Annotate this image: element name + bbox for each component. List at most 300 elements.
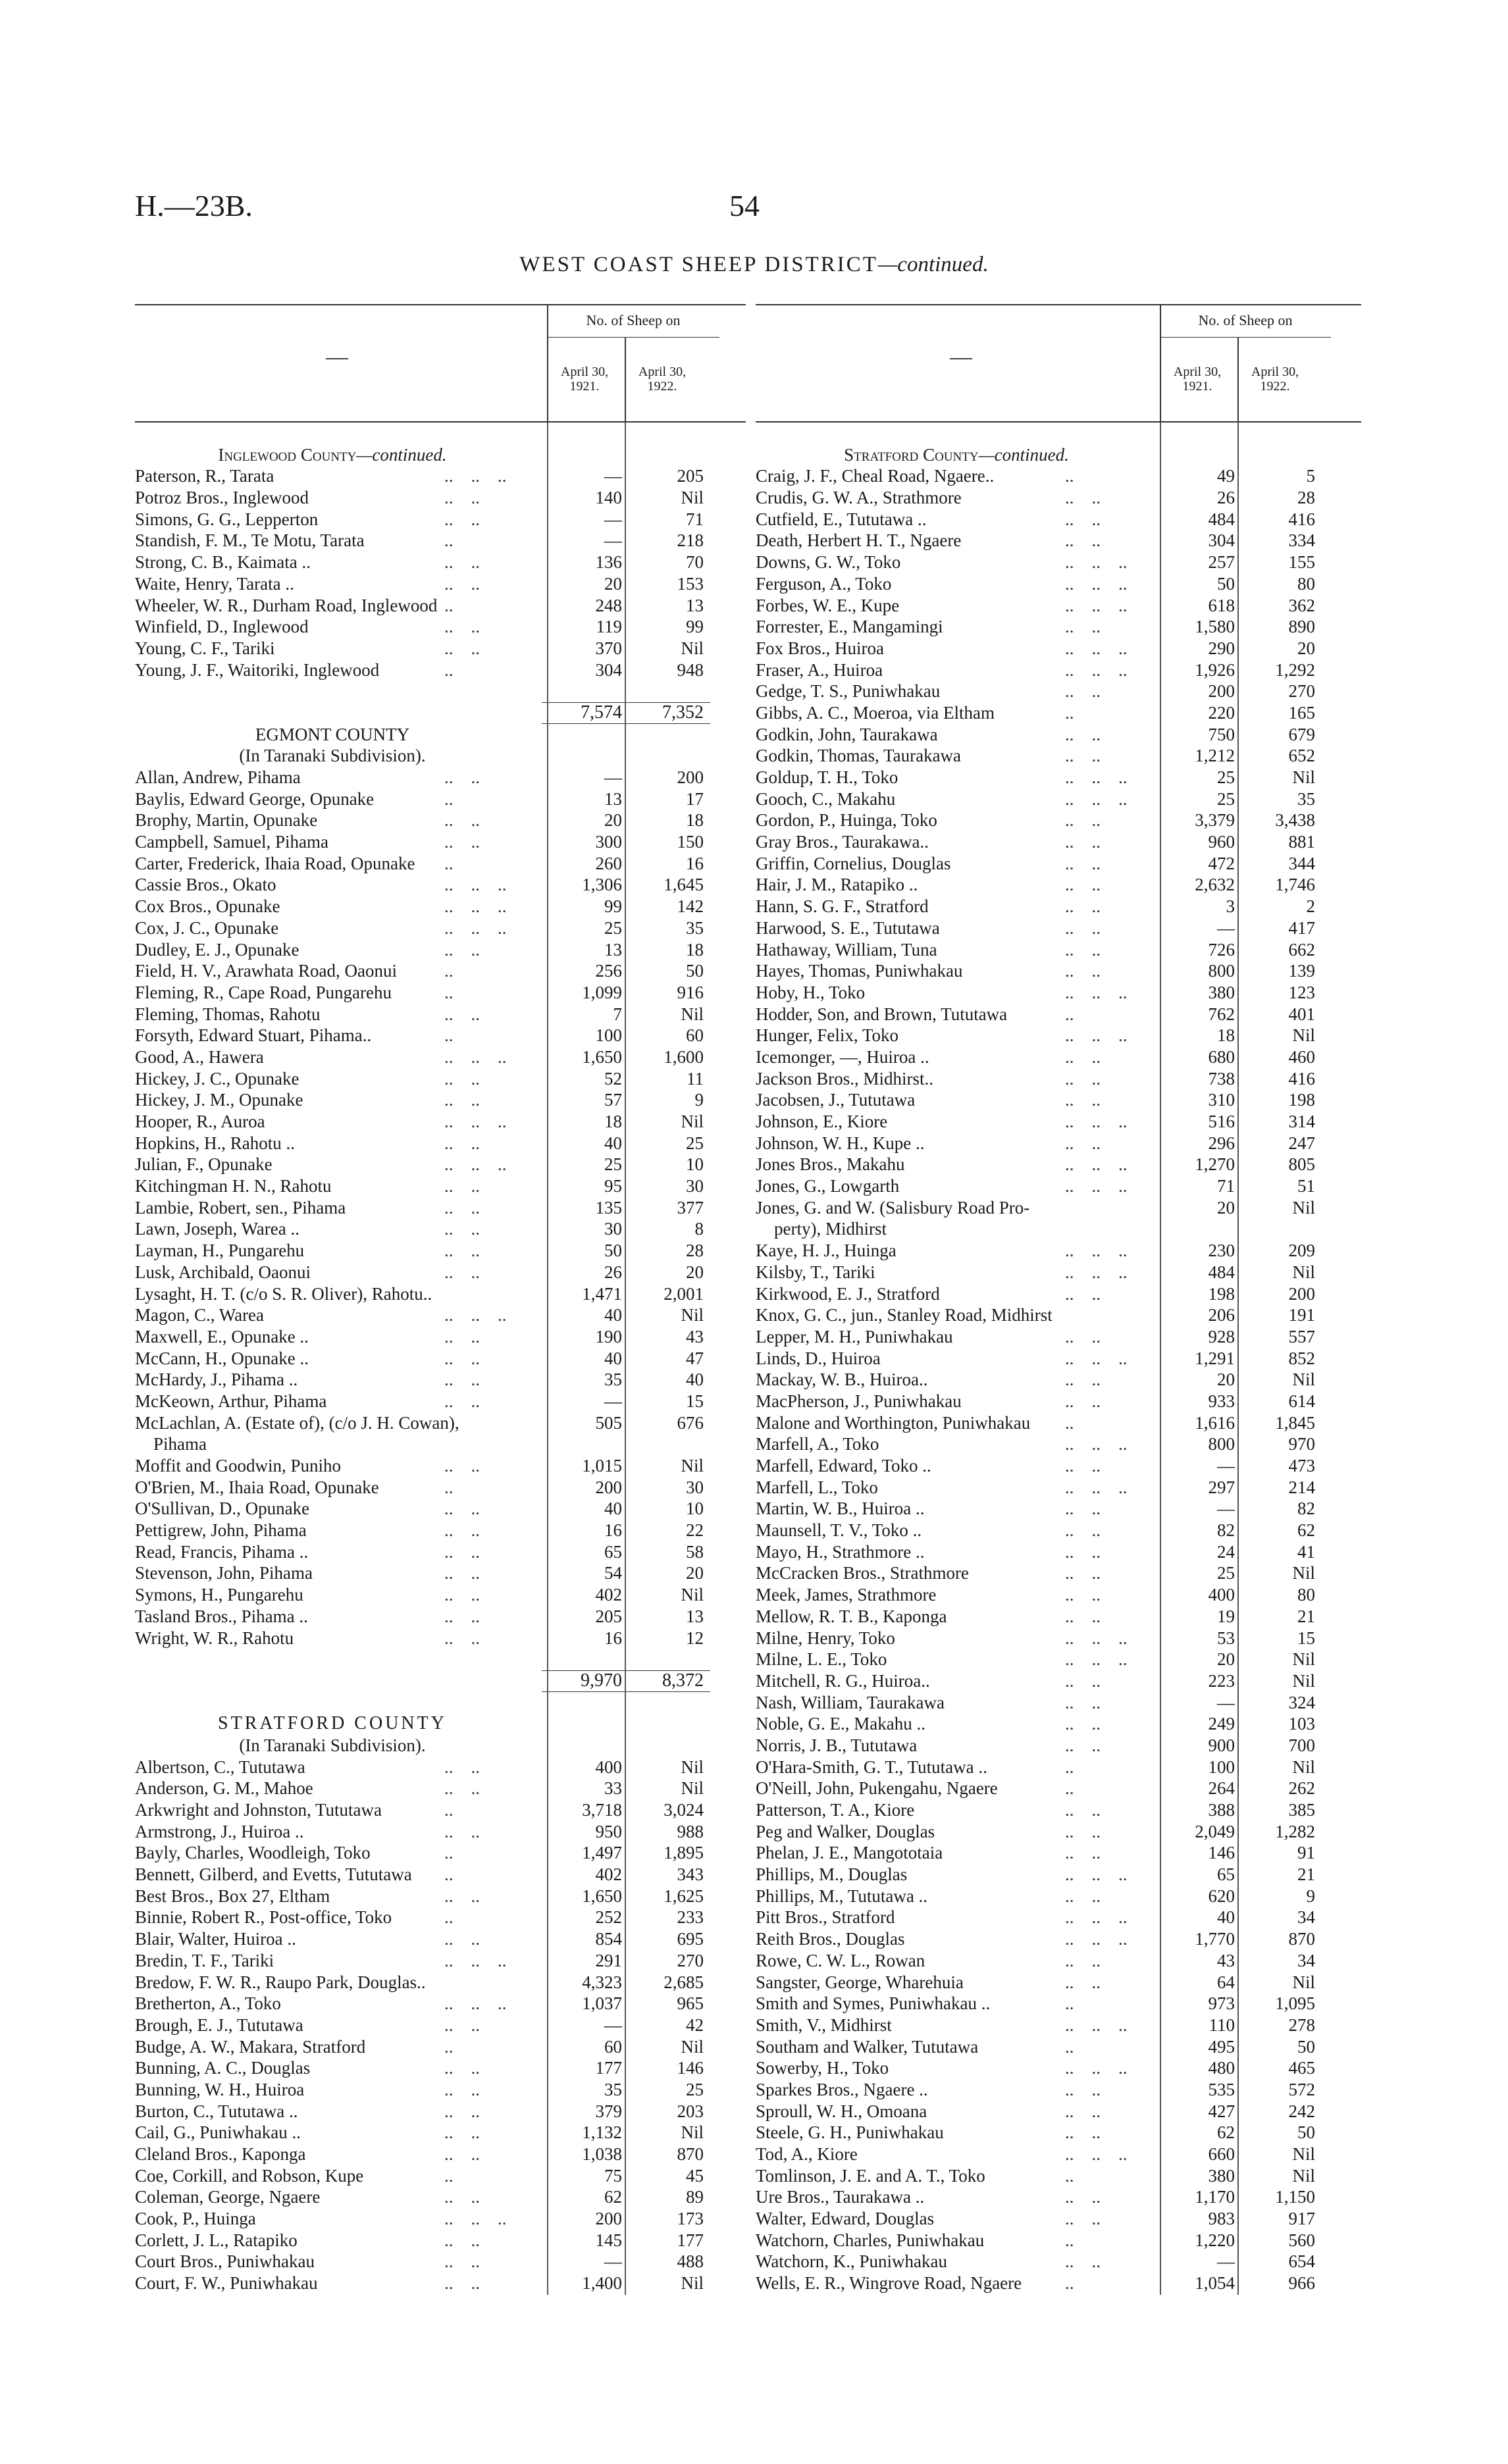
sheep-1921: 304 (1208, 530, 1235, 551)
leader-dots: .. .. (1065, 1541, 1101, 1562)
table-row (135, 2186, 746, 2208)
owner-name: Malone and Worthington, Puniwhakau (756, 1412, 1031, 1433)
owner-name: Binnie, Robert R., Post-office, Toko (135, 1907, 392, 1928)
sheep-1921: 300 (595, 832, 622, 852)
sheep-1922: 401 (1288, 1004, 1315, 1024)
table-row (756, 680, 1361, 702)
table-row (756, 595, 1361, 617)
table-row (756, 509, 1361, 530)
owner-name: Griffin, Cornelius, Douglas (756, 853, 951, 873)
leader-dots: .. .. (444, 2101, 480, 2121)
sheep-1922: 41 (1297, 1541, 1315, 1562)
sheep-1922: 200 (677, 767, 704, 787)
owner-name: Ure Bros., Taurakawa .. (756, 2187, 925, 2207)
sheep-1921: 960 (1208, 832, 1235, 852)
sheep-1922: 5 (1306, 466, 1315, 486)
owner-name: Waite, Henry, Tarata .. (135, 573, 294, 594)
leader-dots: .. .. .. (1065, 1176, 1128, 1196)
table-row (135, 1778, 746, 1799)
owner-name: Steele, G. H., Puniwhakau (756, 2122, 944, 2143)
sheep-1922: 10 (686, 1499, 704, 1519)
sheep-1922: 43 (686, 1326, 704, 1347)
section-continued: —continued. (356, 444, 447, 465)
leader-dots: .. .. .. (1065, 1649, 1128, 1670)
leader-dots: .. .. (1065, 1391, 1101, 1411)
owner-name: Allan, Andrew, Pihama (135, 767, 301, 787)
year-1921-header: April 30, 1921. (560, 365, 609, 394)
owner-name: Forrester, E., Mangamingi (756, 617, 943, 637)
sheep-1921: 1,037 (582, 1993, 622, 2014)
sheep-1921: 20 (1217, 1197, 1235, 1218)
owner-name: McCann, H., Opunake .. (135, 1348, 309, 1368)
sheep-1922: 47 (686, 1348, 704, 1368)
owner-name: O'Hara-Smith, G. T., Tututawa .. (756, 1757, 987, 1777)
table-row (135, 595, 746, 617)
sheep-1921: — (604, 2251, 622, 2272)
sheep-1922: 416 (1288, 1068, 1315, 1089)
table-row (135, 509, 746, 530)
leader-dots: .. .. (1065, 617, 1101, 637)
table-row (756, 896, 1361, 917)
table-header (135, 304, 746, 423)
sheep-1922: 385 (1288, 1800, 1315, 1820)
leader-dots: .. .. (1065, 1283, 1101, 1304)
table-row (756, 1628, 1361, 1649)
table-row (135, 2122, 746, 2143)
sheep-1921: 57 (604, 1090, 622, 1110)
owner-name: Hickey, J. C., Opunake (135, 1068, 299, 1089)
owner-name: Johnson, E., Kiore (756, 1112, 888, 1131)
sheep-1922: 165 (1288, 702, 1315, 723)
leader-dots: .. .. (444, 1262, 480, 1282)
sheep-1921: 146 (1208, 1843, 1235, 1863)
owner-name: Peg and Walker, Douglas (756, 1821, 935, 1841)
sheep-1921: 206 (1208, 1305, 1235, 1325)
blank-row (135, 1692, 746, 1714)
table-row (756, 2230, 1361, 2251)
page-number: 54 (729, 189, 760, 222)
leader-dots: .. .. (1065, 2101, 1101, 2121)
table-row (135, 1993, 746, 2015)
sheep-1922: 9 (1306, 1886, 1315, 1906)
sheep-1921: 370 (595, 638, 622, 658)
owner-name: Milne, Henry, Toko (756, 1628, 895, 1648)
table-row (135, 2036, 746, 2058)
owner-name: Carter, Frederick, Ihaia Road, Opunake (135, 853, 415, 873)
sheep-1921: 198 (1208, 1283, 1235, 1304)
table-row (135, 1628, 746, 1649)
sheep-1921: 1,471 (582, 1283, 622, 1304)
table-row (756, 2122, 1361, 2143)
table-row (135, 2208, 746, 2230)
header-rule (547, 337, 719, 338)
leader-dots: .. (444, 1843, 454, 1863)
sheep-1921: 50 (604, 1241, 622, 1261)
table-row (135, 2143, 746, 2165)
sheep-1921: 3,379 (1195, 810, 1235, 831)
leader-dots: .. .. (1065, 1670, 1101, 1691)
table-row (756, 809, 1361, 831)
owner-name: Smith and Symes, Puniwhakau .. (756, 1993, 991, 2014)
owner-name: Armstrong, J., Huiroa .. (135, 1821, 304, 1841)
table-row (135, 1928, 746, 1950)
sheep-1921: 1,015 (582, 1456, 622, 1476)
table-row (135, 465, 746, 487)
leader-dots: .. .. (1065, 488, 1101, 508)
leader-dots: .. .. .. (1065, 2144, 1128, 2164)
sheep-1922: 218 (677, 530, 704, 551)
leader-dots: .. .. (1065, 853, 1101, 873)
leader-dots: .. (1065, 1993, 1074, 2014)
section-heading-text: EGMONT COUNTY (255, 724, 410, 744)
sheep-1922: 22 (686, 1520, 704, 1541)
sheep-1922: 557 (1288, 1326, 1315, 1347)
table-row (756, 465, 1361, 487)
table-row (756, 982, 1361, 1004)
leader-dots: .. (1065, 2165, 1074, 2186)
sheep-1922: 916 (677, 982, 704, 1002)
leader-dots: .. .. .. (444, 1305, 507, 1325)
owner-name: Pitt Bros., Stratford (756, 1907, 895, 1928)
sheep-1921: 2,632 (1195, 875, 1235, 895)
owner-name: Budge, A. W., Makara, Stratford (135, 2036, 366, 2057)
leader-dots: .. .. (444, 1241, 480, 1261)
sheep-1922: Nil (1292, 2165, 1315, 2186)
table-row (756, 939, 1361, 961)
sheep-1922: 560 (1288, 2230, 1315, 2250)
table-header (756, 304, 1361, 423)
table-row (756, 1799, 1361, 1821)
sheep-1921: 35 (604, 2079, 622, 2099)
sheep-1922: 614 (1288, 1391, 1315, 1411)
table-row (756, 1391, 1361, 1412)
sheep-1922: Nil (1292, 1262, 1315, 1282)
owner-name: Julian, F., Opunake (135, 1154, 273, 1175)
page-identifier: H.—23B. (135, 189, 253, 222)
owner-name: Cook, P., Huinga (135, 2209, 256, 2229)
table-row (756, 659, 1361, 681)
owner-name: Stevenson, John, Pihama (135, 1563, 313, 1583)
table-row (756, 1089, 1361, 1111)
sheep-1922: 2,685 (663, 1972, 704, 1992)
leader-dots: .. .. (1065, 1133, 1101, 1153)
sheep-1922: Nil (1292, 1757, 1315, 1777)
owner-name: Godkin, Thomas, Taurakawa (756, 746, 962, 766)
owner-name: Hair, J. M., Ratapiko .. (756, 875, 918, 895)
leader-dots: .. .. (444, 1176, 480, 1196)
owner-name: Pettigrew, John, Pihama (135, 1520, 307, 1541)
owner-name: Johnson, W. H., Kupe .. (756, 1133, 925, 1153)
sheep-1921: 20 (604, 573, 622, 594)
sheep-1921: 200 (1208, 681, 1235, 702)
owner-name: Moffit and Goodwin, Puniho (135, 1456, 342, 1476)
owner-name-continued: Pihama (153, 1434, 207, 1454)
owner-name: Bunning, W. H., Huiroa (135, 2079, 305, 2099)
owner-name: Craig, J. F., Cheal Road, Ngaere.. (756, 466, 995, 486)
leader-dots: .. .. (1065, 2122, 1101, 2143)
sheep-1921: 1,212 (1195, 746, 1235, 766)
sheep-1922: 1,150 (1275, 2187, 1315, 2207)
sheep-1921: — (1217, 1692, 1235, 1712)
table-row (135, 1757, 746, 1778)
sheep-1921: 16 (604, 1520, 622, 1541)
table-row (135, 1326, 746, 1348)
owner-name: Court, F. W., Puniwhakau (135, 2273, 318, 2294)
owner-name: Lepper, M. H., Puniwhakau (756, 1326, 953, 1347)
sheep-1921: 750 (1208, 724, 1235, 744)
sheep-1922: Nil (681, 1778, 704, 1799)
leader-dots: .. .. .. (444, 917, 507, 938)
table-row (756, 831, 1361, 853)
sheep-1922: 3,024 (663, 1800, 704, 1820)
sheep-1922: 870 (1288, 1929, 1315, 1949)
sheep-1921: — (604, 767, 622, 787)
total-row (135, 1670, 746, 1692)
owner-name: Noble, G. E., Makahu .. (756, 1714, 925, 1734)
sheep-1922: 28 (686, 1241, 704, 1261)
table-row (756, 1304, 1361, 1326)
header-dash: — (950, 345, 972, 369)
sheep-1921: 618 (1208, 595, 1235, 615)
sheep-1921: 200 (595, 2209, 622, 2229)
column-rule (547, 423, 548, 2295)
sheep-1921: 402 (595, 1585, 622, 1605)
sheep-1922: 139 (1288, 961, 1315, 981)
sheep-1921: 100 (595, 1025, 622, 1046)
owner-name: McKeown, Arthur, Pihama (135, 1391, 327, 1411)
sheep-1921: 291 (595, 1950, 622, 1970)
sheep-1922: Nil (1292, 1649, 1315, 1670)
sheep-1921: 52 (604, 1068, 622, 1089)
sheep-1921: 25 (1217, 767, 1235, 787)
sheep-1922: Nil (681, 2122, 704, 2143)
leader-dots: .. .. (1065, 1046, 1101, 1067)
table-row (756, 1649, 1361, 1670)
table-row (756, 960, 1361, 982)
table-row (756, 1498, 1361, 1520)
leader-dots: .. .. (444, 810, 480, 831)
owner-name: Forsyth, Edward Stuart, Pihama.. (135, 1025, 372, 1046)
sheep-1921: 400 (595, 1757, 622, 1777)
sheep-1922: Nil (681, 1456, 704, 1476)
leader-dots: .. (1065, 2273, 1074, 2294)
sheep-1921: 1,926 (1195, 659, 1235, 680)
sheep-1922: 1,600 (663, 1046, 704, 1067)
sheep-1921: 50 (1217, 573, 1235, 594)
owner-name: Hickey, J. M., Opunake (135, 1090, 303, 1110)
sheep-1922: 679 (1288, 724, 1315, 744)
sheep-1922: Nil (1292, 1370, 1315, 1390)
sheep-1921: 854 (595, 1929, 622, 1949)
header-dash: — (326, 345, 348, 369)
table-row (756, 788, 1361, 810)
owner-name: Albertson, C., Tututawa (135, 1757, 305, 1777)
owner-name: Bredow, F. W. R., Raupo Park, Douglas.. (135, 1972, 426, 1992)
sheep-1922: 2 (1306, 896, 1315, 917)
table-row (135, 874, 746, 896)
sheep-1921: 13 (604, 788, 622, 809)
sheep-1922: Nil (681, 1585, 704, 1605)
leader-dots: .. .. (444, 1778, 480, 1799)
leader-dots: .. .. (444, 939, 480, 960)
table-row (135, 2272, 746, 2294)
sheep-1921: 62 (1217, 2122, 1235, 2143)
table-body (135, 423, 746, 2294)
column-rule (1160, 423, 1161, 2295)
sheep-1922: 21 (1297, 1606, 1315, 1626)
sheep-1922: 80 (1297, 573, 1315, 594)
owner-name: Marfell, L., Toko (756, 1477, 878, 1497)
sheep-1922: 103 (1288, 1714, 1315, 1734)
sheep-1921: 296 (1208, 1133, 1235, 1153)
leader-dots: .. (1065, 1004, 1074, 1024)
owner-name: Crudis, G. W. A., Strathmore (756, 488, 962, 508)
sheep-1922: Nil (681, 1004, 704, 1024)
owner-name: Ferguson, A., Toko (756, 573, 892, 594)
table-row (756, 1713, 1361, 1735)
table-row (135, 1541, 746, 1563)
section-heading-text: STRATFORD COUNTY (218, 1713, 447, 1734)
sheep-1921: 1,497 (582, 1843, 622, 1863)
sheep-1922: 40 (686, 1370, 704, 1390)
table-row (135, 1304, 746, 1326)
leader-dots: .. .. .. (1065, 1241, 1128, 1261)
blank-row (756, 423, 1361, 444)
sheep-1922: 20 (1297, 638, 1315, 658)
leader-dots: .. .. (444, 509, 480, 529)
sheep-1921: 310 (1208, 1090, 1235, 1110)
table-row (756, 1326, 1361, 1348)
sheep-1922: 700 (1288, 1735, 1315, 1755)
sheep-1921: 26 (604, 1262, 622, 1282)
section-heading-text: (In Taranaki Subdivision). (239, 746, 426, 766)
table-row (756, 1950, 1361, 1972)
owner-name: Maunsell, T. V., Toko .. (756, 1520, 922, 1541)
table-row (135, 2057, 746, 2079)
leader-dots: .. .. (1065, 1692, 1101, 1712)
table-row (135, 530, 746, 552)
owner-name: Winfield, D., Inglewood (135, 617, 309, 637)
sheep-1922: 1,845 (1275, 1412, 1315, 1433)
sheep-1922: 34 (1297, 1907, 1315, 1928)
leader-dots: .. .. (1065, 917, 1101, 938)
leader-dots: .. .. (444, 1929, 480, 1949)
leader-dots: .. (1065, 702, 1074, 723)
sheep-1921: 983 (1208, 2209, 1235, 2229)
owner-name: Bredin, T. F., Tariki (135, 1950, 274, 1970)
sheep-1922: 988 (677, 1821, 704, 1841)
leader-dots: .. .. (1065, 1821, 1101, 1841)
owner-name: Tasland Bros., Pihama .. (135, 1606, 308, 1626)
table-row (135, 1455, 746, 1477)
table-row (135, 1842, 746, 1864)
sheep-1922: 12 (686, 1628, 704, 1648)
leader-dots: .. .. .. (1065, 638, 1128, 658)
owner-name: Good, A., Hawera (135, 1046, 264, 1067)
table-row (135, 1283, 746, 1305)
leader-dots: .. .. (1065, 1972, 1101, 1992)
sheep-1922: 58 (686, 1541, 704, 1562)
sheep-1921: 110 (1209, 2015, 1235, 2035)
table-row (756, 1735, 1361, 1757)
leader-dots: .. .. (444, 767, 480, 787)
leader-dots: .. .. .. (444, 1046, 507, 1067)
leader-dots: .. .. (444, 2251, 480, 2272)
sheep-1921: 4,323 (582, 1972, 622, 1992)
owner-name: Downs, G. W., Toko (756, 552, 901, 573)
table-row (135, 1046, 746, 1068)
sheep-1922: 177 (677, 2230, 704, 2250)
table-row (756, 2079, 1361, 2101)
owner-name: Sowerby, H., Toko (756, 2058, 889, 2078)
sheep-1921: 75 (604, 2165, 622, 2186)
sheep-1922: 20 (686, 1262, 704, 1282)
sheep-1921: 928 (1208, 1326, 1235, 1347)
leader-dots: .. .. (1065, 509, 1101, 529)
leader-dots: .. .. (444, 2122, 480, 2143)
sheep-1921: 24 (1217, 1541, 1235, 1562)
leader-dots: .. .. .. (444, 1112, 507, 1131)
leader-dots: .. .. (1065, 961, 1101, 981)
sheep-1921: 18 (1217, 1025, 1235, 1046)
sheep-1921: 65 (1217, 1864, 1235, 1885)
sheep-1921: 43 (1217, 1950, 1235, 1970)
sheep-1922: 16 (686, 853, 704, 873)
sheep-1922: 652 (1288, 746, 1315, 766)
leader-dots: .. (444, 659, 454, 680)
sheep-1921: 62 (604, 2187, 622, 2207)
sheep-1922: Nil (681, 1305, 704, 1325)
sheep-1921: 119 (596, 617, 622, 637)
leader-dots: .. .. .. (1065, 1477, 1128, 1497)
sheep-1922: 123 (1288, 982, 1315, 1002)
sheep-1921: 49 (1217, 466, 1235, 486)
owner-name: Young, C. F., Tariki (135, 638, 275, 658)
sheep-1921: 1,038 (582, 2144, 622, 2164)
owner-name: Gooch, C., Makahu (756, 788, 896, 809)
leader-dots: .. .. (444, 2273, 480, 2294)
leader-dots: .. .. .. (1065, 1929, 1128, 1949)
owner-name: Brough, E. J., Tututawa (135, 2015, 303, 2035)
leader-dots: .. (444, 2036, 454, 2057)
owner-name: Symons, H., Pungarehu (135, 1585, 303, 1605)
leader-dots: .. .. (1065, 1735, 1101, 1755)
table-row (135, 1562, 746, 1584)
table-row (756, 2143, 1361, 2165)
leader-dots: .. .. (1065, 832, 1101, 852)
leader-dots: .. .. .. (1065, 788, 1128, 809)
sheep-1921: 1,132 (582, 2122, 622, 2143)
table-row (756, 1240, 1361, 1262)
sheep-1921: 297 (1208, 1477, 1235, 1497)
leader-dots: .. (444, 1864, 454, 1885)
owner-name: Southam and Walker, Tututawa (756, 2036, 979, 2057)
sheep-1922: Nil (681, 488, 704, 508)
sheep-1922: Nil (1292, 1563, 1315, 1583)
owner-name: Smith, V., Midhirst (756, 2015, 892, 2035)
owner-name: Burton, C., Tututawa .. (135, 2101, 298, 2121)
sheep-1921: 762 (1208, 1004, 1235, 1024)
sheep-1922: 8 (694, 1219, 704, 1239)
leader-dots: .. .. .. (1065, 982, 1128, 1002)
table-row (756, 1412, 1361, 1434)
sheep-1922: 654 (1288, 2251, 1315, 2272)
sheep-1922: 344 (1288, 853, 1315, 873)
sheep-1921: 1,306 (582, 875, 622, 895)
table-row (756, 487, 1361, 509)
leader-dots: .. .. (1065, 1370, 1101, 1390)
owner-name: Blair, Walter, Huiroa .. (135, 1929, 296, 1949)
